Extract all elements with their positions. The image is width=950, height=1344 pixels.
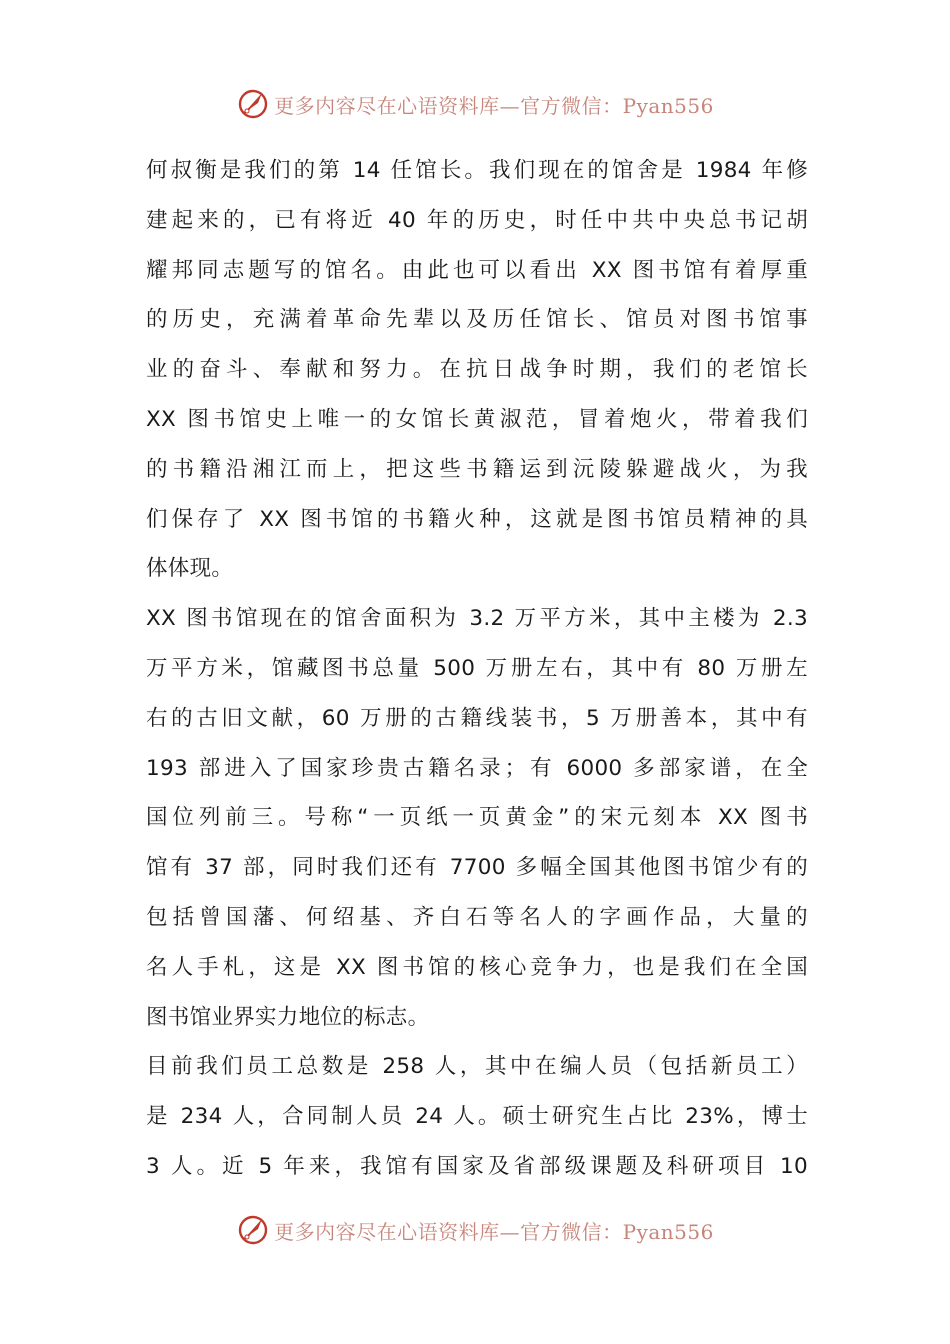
body-line: 馆有 37 部，同时我们还有 7700 多幅全国其他图书馆少有的 bbox=[146, 855, 808, 881]
body-line: 耀邦同志题写的馆名。由此也可以看出 XX 图书馆有着厚重 bbox=[146, 257, 808, 283]
body-line: XX 图书馆史上唯一的女馆长黄淑范，冒着炮火，带着我们 bbox=[146, 406, 808, 432]
body-line: 何叔衡是我们的第 14 任馆长。我们现在的馆舍是 1984 年修 bbox=[146, 158, 808, 183]
quill-pen-icon bbox=[236, 1213, 270, 1247]
body-line: 的书籍沿湘江而上，把这些书籍运到沅陵躲避战火，为我 bbox=[146, 456, 808, 482]
document-body bbox=[146, 146, 808, 1192]
body-line: 名人手札，这是 XX 图书馆的核心竞争力，也是我们在全国 bbox=[146, 954, 808, 980]
body-line: 193 部进入了国家珍贵古籍名录；有 6000 多部家谱，在全 bbox=[146, 755, 808, 781]
body-line: 包括曾国藩、何绍基、齐白石等名人的字画作品，大量的 bbox=[146, 904, 808, 930]
body-line: 是 234 人，合同制人员 24 人。硕士研究生占比 23%，博士 bbox=[146, 1104, 808, 1130]
body-line: XX 图书馆现在的馆舍面积为 3.2 万平方米，其中主楼为 2.3 bbox=[146, 606, 808, 632]
body-line: 3 人。近 5 年来，我馆有国家及省部级课题及科研项目 10 bbox=[146, 1153, 808, 1179]
quill-pen-icon bbox=[236, 87, 270, 121]
body-line: 图书馆业界实力地位的标志。 bbox=[146, 1004, 430, 1030]
body-line: 右的古旧文献，60 万册的古籍线装书，5 万册善本，其中有 bbox=[146, 705, 808, 731]
header-banner-text: 更多内容尽在心语资料库—官方微信：Pyan556 bbox=[274, 93, 714, 118]
footer-banner-text: 更多内容尽在心语资料库—官方微信：Pyan556 bbox=[274, 1219, 714, 1244]
body-line: 建起来的，已有将近 40 年的历史，时任中共中央总书记胡 bbox=[146, 207, 808, 233]
body-line: 的历史，充满着革命先辈以及历任馆长、馆员对图书馆事 bbox=[146, 307, 808, 333]
body-line: 目前我们员工总数是 258 人，其中在编人员（包括新员工） bbox=[146, 1054, 808, 1080]
body-line: 们保存了 XX 图书馆的书籍火种，这就是图书馆员精神的具 bbox=[146, 506, 808, 532]
body-line: 体体现。 bbox=[146, 556, 234, 582]
header-banner bbox=[0, 84, 950, 124]
body-line: 业的奋斗、奉献和努力。在抗日战争时期，我们的老馆长 bbox=[146, 357, 808, 383]
body-line: 万平方米，馆藏图书总量 500 万册左右，其中有 80 万册左 bbox=[146, 655, 808, 681]
body-line: 国位列前三。号称“一页纸一页黄金”的宋元刻本 XX 图书 bbox=[146, 805, 808, 831]
footer-banner bbox=[0, 1210, 950, 1250]
